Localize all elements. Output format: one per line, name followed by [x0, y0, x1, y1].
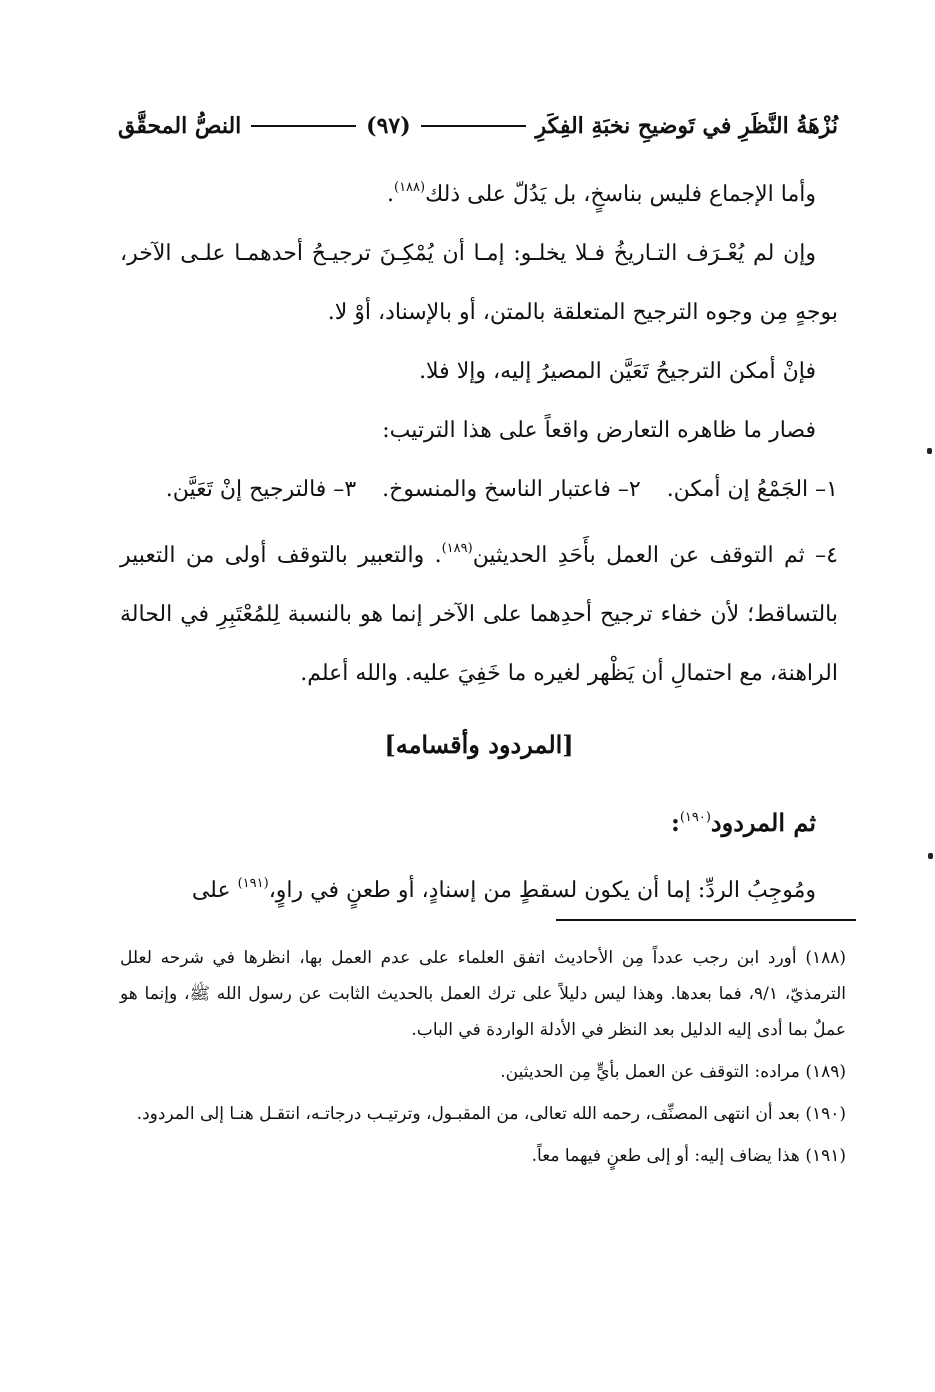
paragraph: وإن لم يُعْـرَف التـاريخُ فـلا يخلـو: إمـا أن يُمْكِـنَ ترجيـحُ أحدهمـا علـى الآخر، بوجهٍ مِن وجوه الترجيح المتعلقة بالمتن، أو بالإسناد، أوْ لا. [120, 241, 838, 325]
header-rule-right [421, 125, 526, 127]
footnote-ref: (١٩٠) [679, 810, 711, 825]
footnote [120, 1054, 846, 1090]
list-item: ١– الجَمْعُ إن أمكن. [666, 477, 838, 502]
footnote-ref: (١٩١) [237, 876, 269, 891]
list-item: ٢– فاعتبار الناسخ والمنسوخ. [382, 477, 641, 502]
paragraph: ثم المردود$^{(١٩٠)}$: [670, 808, 816, 837]
footnote-text: بعد أن انتهى المصنِّف، رحمه الله تعالى، من المقبـول، وترتيـب درجاتـه، انتقـل هنـا إلى المردود. [136, 1104, 800, 1124]
footnote-label: (١٩١) [805, 1146, 846, 1166]
running-header [118, 108, 838, 144]
paragraph: ومُوجِبُ الردِّ: إما أن يكون لسقطٍ من إسنادٍ، أو طعنٍ في راوٍ،$^{(١٩١)}$ على [191, 876, 816, 903]
footnote-text: أورد ابن رجب عدداً مِن الأحاديث اتفق العلماء على عدم العمل بها، انظرها في شرحه لعلل الترمذيّ، ٩/١، فما بعدها. وهذا ليس دليلاً على ترك العمل بالحديث الثابت عن رسول الله ﷺ، وإنما هو عملٌ بما أدى إليه الدليل بعد النظر في الأدلة الواردة في الباب. [120, 948, 846, 1040]
ordered-list-line [120, 460, 838, 519]
footnote-ref: (١٨٨) [393, 180, 426, 195]
paragraph: فإنْ أمكن الترجيحُ تَعَيَّن المصيرُ إليه، وإلا فلا. [419, 359, 816, 384]
footnote-label: (١٨٨) [805, 948, 846, 968]
paragraph: فصار ما ظاهره التعارض واقعاً على هذا الترتيب: [382, 418, 816, 443]
section-heading: [المردود وأقسامه] [384, 730, 574, 759]
scan-artifact [927, 448, 932, 454]
main-text [120, 158, 838, 920]
list-item: ٣– فالترجيح إنْ تَعَيَّن. [165, 477, 357, 502]
header-section-title: النصُّ المحقَّق [118, 113, 242, 139]
footnote-label: (١٨٩) [805, 1062, 846, 1082]
footnote [120, 940, 846, 1048]
footnote-separator [556, 919, 856, 921]
list-item: ٤– ثم التوقف عن العمل بأَحَدِ الحديثين$^{(١٨٩)}$. والتعبير بالتوقف أولى من التعبير بالتساقط؛ لأن خفاء ترجيح أحدِهما على الآخر إنما هو بالنسبة لِلمُعْتَبِرِ في الحالة الراهنة، مع احتمالِ أن يَظْهر لغيره ما خَفِيَ عليه. والله أعلم. [120, 541, 838, 686]
header-rule-left [251, 125, 356, 127]
paragraph: وأما الإجماع فليس بناسخٍ، بل يَدُلّ على ذلك$^{(١٨٨)}$. [386, 180, 816, 207]
footnote-label: (١٩٠) [805, 1104, 846, 1124]
header-left-title: نُزْهَةُ النَّظَرِ في تَوضيحِ نخبَةِ الفِكَرِ [535, 113, 838, 139]
page-number: (٩٧) [366, 113, 411, 139]
footnotes [120, 940, 846, 1180]
scan-artifact [928, 853, 933, 859]
footnote [120, 1138, 846, 1174]
footnote-text: مراده: التوقف عن العمل بأيٍّ مِن الحديثين. [500, 1062, 800, 1082]
footnote-ref: (١٨٩) [441, 541, 473, 556]
footnote [120, 1096, 846, 1132]
footnote-text: هذا يضاف إليه: أو إلى طعنٍ فيهما معاً. [531, 1146, 800, 1166]
